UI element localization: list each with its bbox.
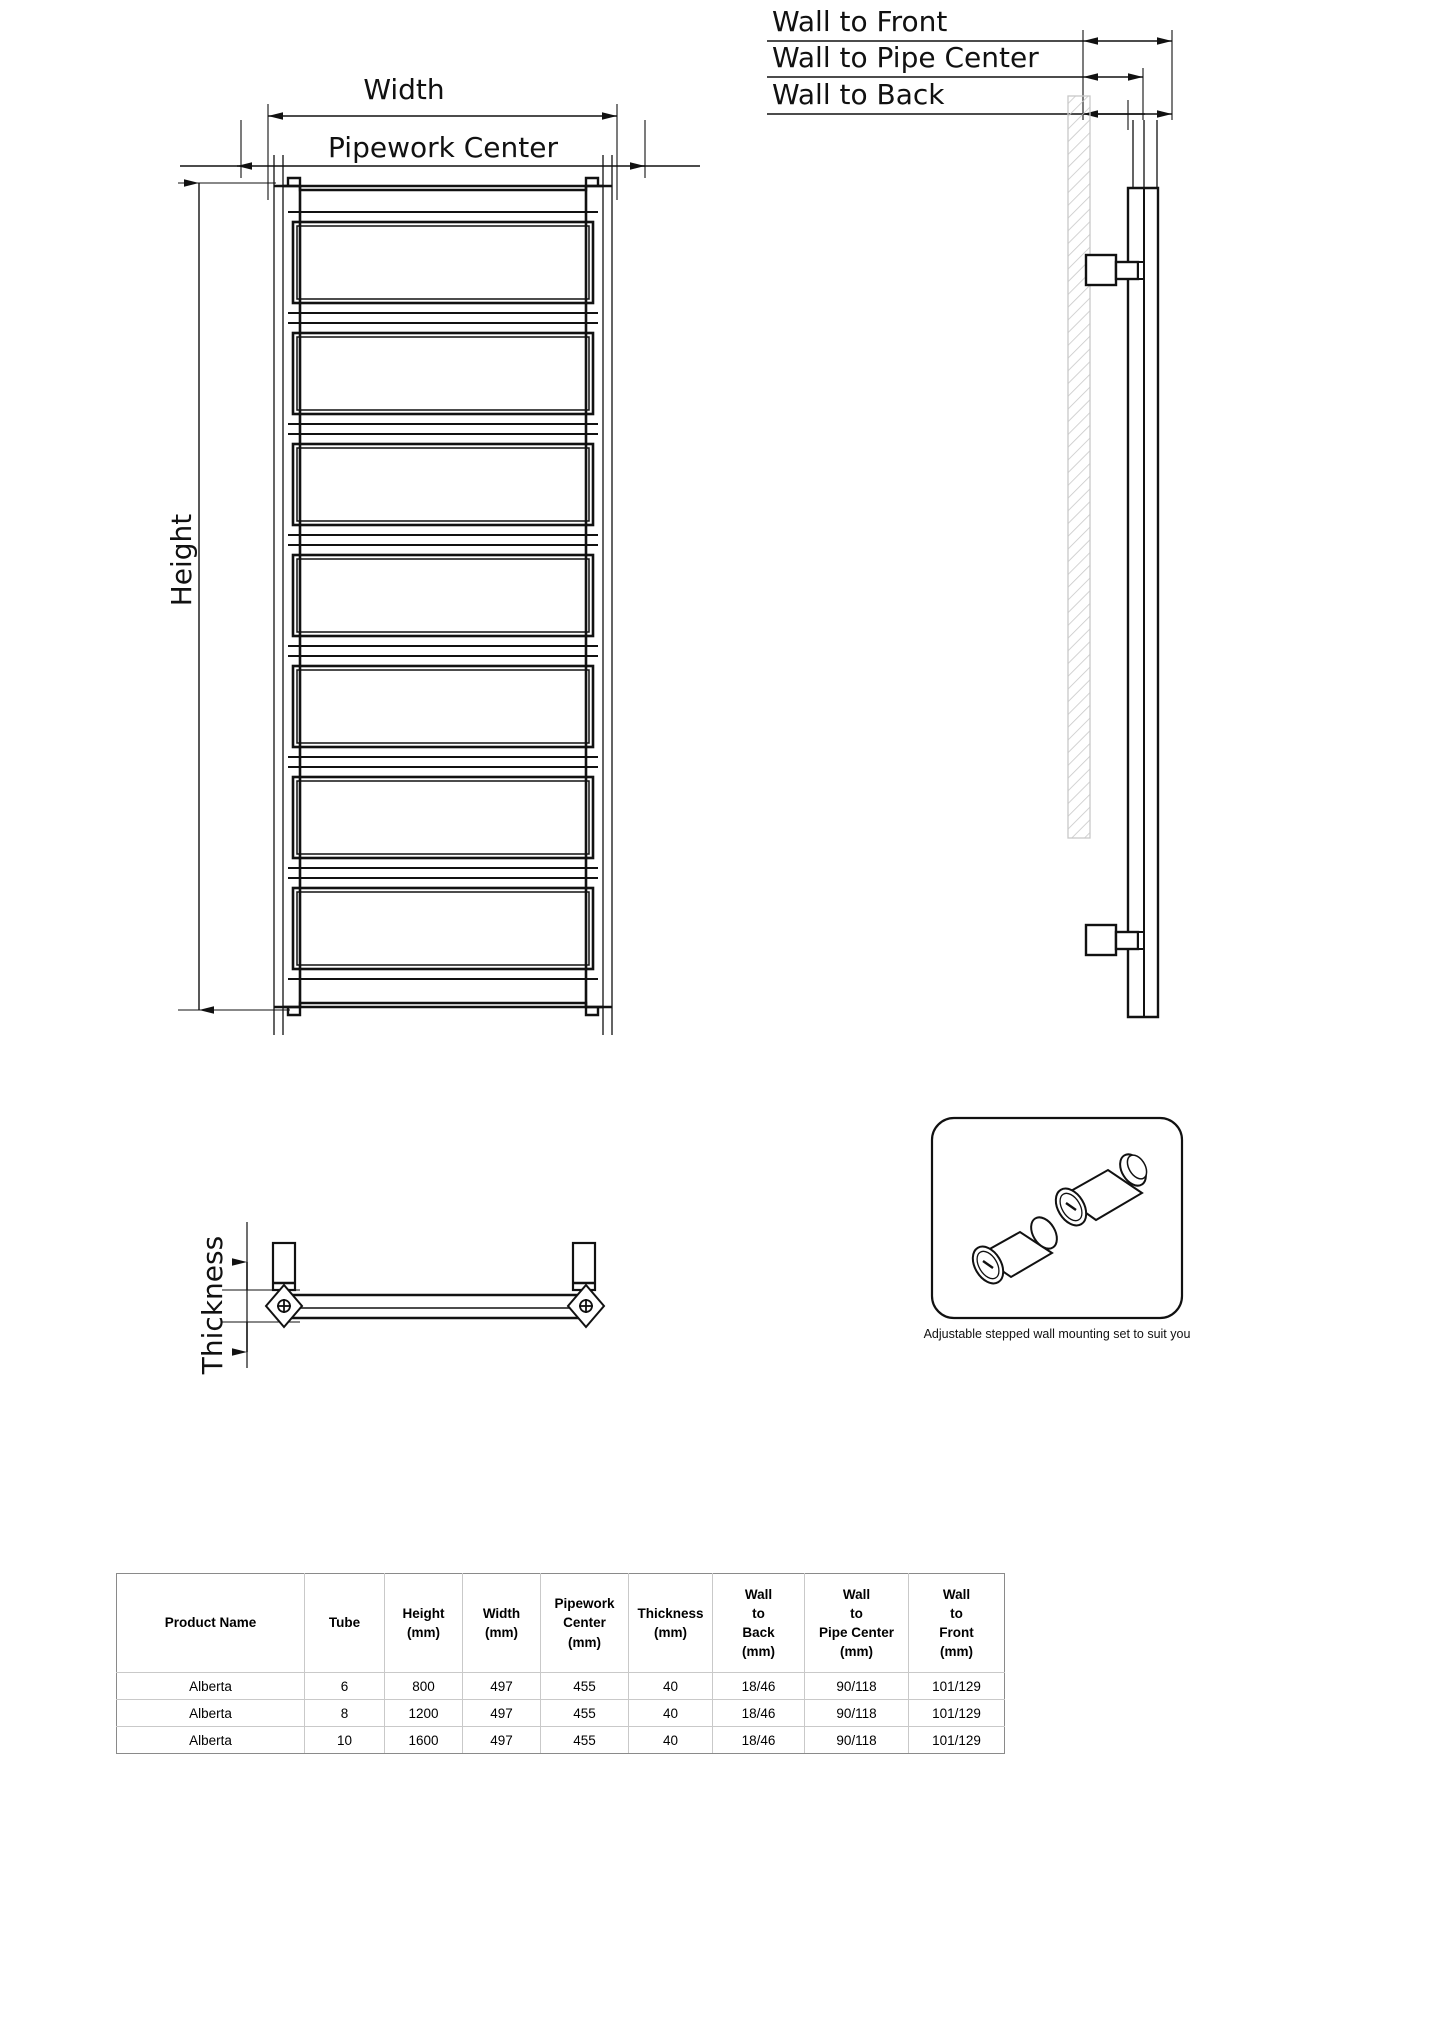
col-header-thickness [629, 1574, 713, 1673]
wall-bracket-lower [1086, 925, 1144, 955]
detail-box-caption: Adjustable stepped wall mounting set to suit you [923, 1327, 1191, 1341]
header-line: (mm) [654, 1625, 687, 1640]
cell-thickness: 40 [629, 1673, 713, 1700]
height-label: Height [165, 513, 198, 607]
cell-pipework-center: 455 [541, 1700, 629, 1727]
cell-pipework-center: 455 [541, 1727, 629, 1754]
profile-pipe-left [273, 1243, 295, 1290]
spec-table [116, 1573, 1005, 1754]
header-line: Center [563, 1615, 606, 1631]
cell-product-name: Alberta [117, 1700, 305, 1727]
header-line: Tube [328, 1615, 361, 1631]
width-label: Width [363, 73, 445, 106]
header-line: Back [742, 1625, 775, 1640]
side-view [767, 30, 1172, 1017]
header-line: to [752, 1605, 765, 1621]
cell-width: 497 [463, 1700, 541, 1727]
col-header-wall-to-front [909, 1574, 1005, 1673]
cell-wall-to-pipe-center: 90/118 [805, 1673, 909, 1700]
header-line: to [950, 1605, 963, 1621]
col-header-pipework-center [541, 1574, 629, 1673]
cell-wall-to-back: 18/46 [713, 1700, 805, 1727]
header-line: Wall [942, 1586, 971, 1602]
profile-view [222, 1222, 604, 1368]
table-row [117, 1727, 1005, 1754]
header-line: (mm) [840, 1644, 873, 1660]
cell-height: 800 [385, 1673, 463, 1700]
cell-wall-to-front: 101/129 [909, 1727, 1005, 1754]
cell-wall-to-back: 18/46 [713, 1673, 805, 1700]
front-view [178, 104, 700, 1035]
wall-section [1068, 96, 1090, 838]
header-line: Pipework [554, 1596, 615, 1612]
table-row [117, 1673, 1005, 1700]
detail-box-frame [932, 1118, 1182, 1318]
header-line: (mm) [940, 1644, 973, 1660]
col-header-wall-to-back [713, 1574, 805, 1673]
cell-wall-to-back: 18/46 [713, 1727, 805, 1754]
header-line: Wall [842, 1586, 871, 1602]
cell-tube: 10 [305, 1727, 385, 1754]
header-line: Wall [744, 1586, 773, 1602]
table-header-row [117, 1574, 1005, 1673]
cell-pipework-center: 455 [541, 1673, 629, 1700]
cell-width: 497 [463, 1673, 541, 1700]
cell-tube: 6 [305, 1673, 385, 1700]
cell-height: 1600 [385, 1727, 463, 1754]
cell-product-name: Alberta [117, 1673, 305, 1700]
cell-height: 1200 [385, 1700, 463, 1727]
spec-table-wrapper [116, 1573, 1004, 1754]
table-row [117, 1700, 1005, 1727]
header-line: Product Name [164, 1615, 257, 1631]
profile-fitting-right [568, 1285, 604, 1327]
header-line: Thickness [637, 1605, 704, 1621]
wall-to-front-label: Wall to Front [772, 5, 948, 38]
header-line: Front [939, 1625, 974, 1640]
header-line: Pipe Center [818, 1625, 895, 1640]
wall-bracket-upper [1086, 255, 1144, 285]
wall-mount-detail-box [932, 1118, 1182, 1318]
col-header-wall-to-pipe-center [805, 1574, 909, 1673]
profile-pipe-right [573, 1243, 595, 1290]
cell-wall-to-front: 101/129 [909, 1673, 1005, 1700]
col-header-tube [305, 1574, 385, 1673]
cell-wall-to-front: 101/129 [909, 1700, 1005, 1727]
wall-to-pipe-center-label: Wall to Pipe Center [772, 41, 1039, 74]
cell-product-name: Alberta [117, 1727, 305, 1754]
header-line: to [850, 1605, 863, 1621]
header-line: (mm) [485, 1625, 518, 1640]
wall-to-back-label: Wall to Back [772, 78, 945, 111]
cell-tube: 8 [305, 1700, 385, 1727]
cell-wall-to-pipe-center: 90/118 [805, 1727, 909, 1754]
cell-width: 497 [463, 1727, 541, 1754]
cell-wall-to-pipe-center: 90/118 [805, 1700, 909, 1727]
header-line: (mm) [742, 1644, 775, 1660]
header-line: (mm) [568, 1634, 601, 1650]
thickness-label: Thickness [196, 1235, 229, 1375]
radiator-bars [288, 212, 598, 979]
col-header-height [385, 1574, 463, 1673]
header-line: Width [482, 1605, 521, 1621]
col-header-width [463, 1574, 541, 1673]
cell-thickness: 40 [629, 1700, 713, 1727]
col-header-product-name [117, 1574, 305, 1673]
cell-thickness: 40 [629, 1727, 713, 1754]
header-line: Height [402, 1605, 445, 1621]
profile-fitting-left [266, 1285, 302, 1327]
pipework-center-label: Pipework Center [328, 131, 558, 164]
header-line: (mm) [407, 1625, 440, 1640]
